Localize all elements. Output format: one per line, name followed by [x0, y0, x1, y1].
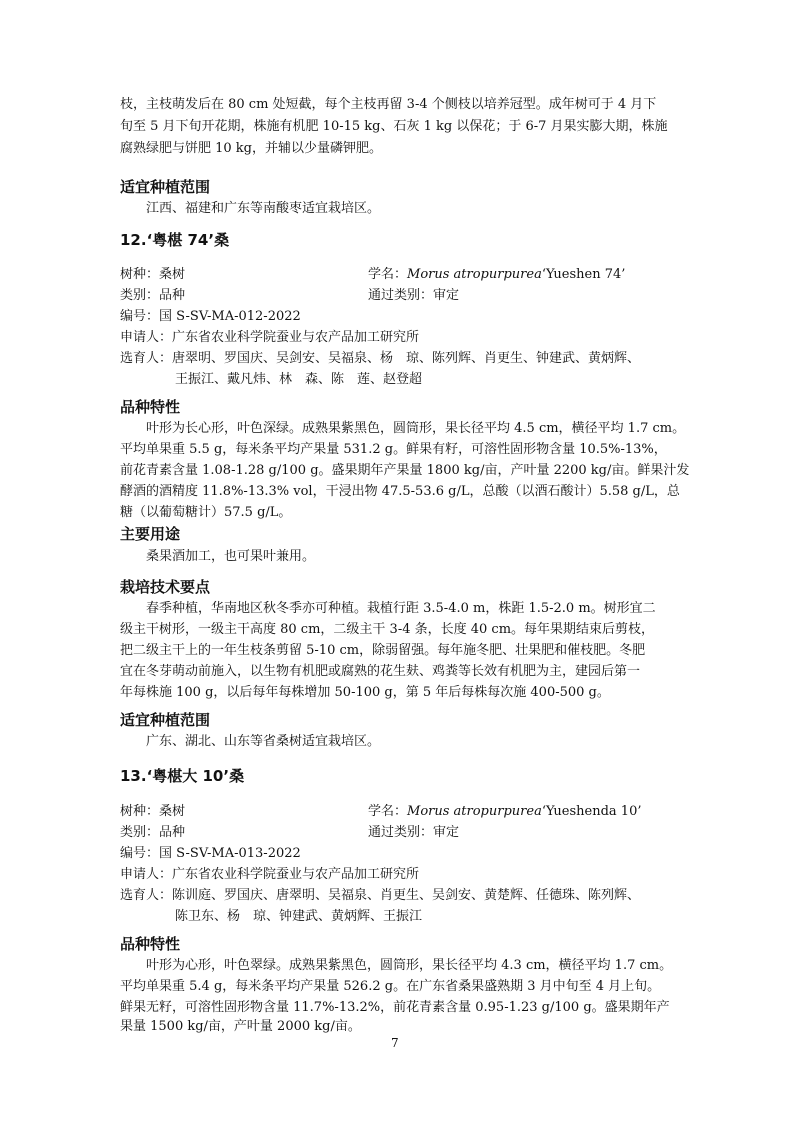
v12-species: 树种：桑树	[120, 267, 186, 282]
variety-13-title: 13.‘粤椹大 10’桑	[120, 767, 245, 785]
v13-breeders-line-1: 选育人：陈训庭、罗国庆、唐翠明、吴福泉、肖更生、吴剑安、黄楚辉、任德珠、陈列辉、	[120, 888, 641, 903]
v12-tech-line-3: 把二级主干上的一年生枝条剪留 5-10 cm，除弱留强。每年施冬肥、壮果肥和催枝肥。冬肥	[120, 643, 646, 658]
v13-sci-prefix: 学名：	[368, 804, 408, 819]
v13-traits-line-3: 鲜果无籽，可溶性固形物含量 11.7%-13.2%，前花青素含量 0.95-1.23 g/100 g。盛果期年产	[120, 1000, 670, 1015]
v12-traits-line-2: 平均单果重 5.5 g，每米条平均产果量 531.2 g。鲜果有籽，可溶性固形物含量 10.5%-13%，	[120, 442, 667, 457]
v12-sci-prefix: 学名：	[368, 267, 408, 282]
v12-traits-line-4: 酵酒的酒精度 11.8%-13.3% vol，干浸出物 47.5-53.6 g/L，总酸（以酒石酸计）5.58 g/L，总	[120, 484, 680, 499]
v12-range-text: 广东、湖北、山东等省桑树适宜栽培区。	[146, 734, 381, 749]
v12-traits-line-1: 叶形为长心形，叶色深绿。成熟果紫黑色，圆筒形，果长径平均 4.5 cm，横径平均 1.7 cm。	[146, 421, 686, 436]
v12-traits-line-5: 糖（以葡萄糖计）57.5 g/L。	[120, 505, 292, 520]
v13-sci-cultivar: ‘Yueshenda 10’	[541, 804, 642, 819]
v13-approval: 通过类别：审定	[368, 825, 460, 840]
v12-breeders-line-2: 王振江、戴凡炜、林 森、陈 莲、赵登超	[175, 372, 423, 387]
v12-tech-line-4: 宜在冬芽萌动前施入，以生物有机肥或腐熟的花生麸、鸡粪等长效有机肥为主，建园后第一	[120, 664, 641, 679]
v13-traits-line-1: 叶形为心形，叶色翠绿。成熟果紫黑色，圆筒形，果长径平均 4.3 cm，横径平均 1.7 cm。	[146, 958, 673, 973]
v12-code: 编号：国 S-SV-MA-012-2022	[120, 309, 301, 324]
intro-line-1: 枝，主枝萌发后在 80 cm 处短截，每个主枝再留 3-4 个侧枝以培养冠型。成年树可于 4 月下	[120, 97, 657, 112]
v12-use-text: 桑果酒加工，也可果叶兼用。	[146, 549, 316, 564]
range-prev-text: 江西、福建和广东等南酸枣适宜栽培区。	[146, 201, 381, 216]
v13-scientific-name	[368, 801, 641, 822]
v13-traits-line-2: 平均单果重 5.4 g，每米条平均产果量 526.2 g。在广东省桑果盛熟期 3 月中旬至 4 月上旬。	[120, 979, 661, 994]
intro-line-3: 腐熟绿肥与饼肥 10 kg，并辅以少量磷钾肥。	[120, 141, 383, 156]
v12-applicant: 申请人：广东省农业科学院蚕业与农产品加工研究所	[120, 330, 420, 345]
v12-tech-line-2: 级主干树形，一级主干高度 80 cm，二级主干 3-4 条，长度 40 cm。每年果期结束后剪枝，	[120, 622, 655, 637]
v13-breeders-line-2: 陈卫东、杨 琼、钟建武、黄炳辉、王振江	[175, 909, 423, 924]
v12-tech-line-1: 春季种植，华南地区秋冬季亦可种植。栽植行距 3.5-4.0 m，株距 1.5-2.0 m。树形宜二	[146, 601, 656, 616]
v12-approval: 通过类别：审定	[368, 288, 460, 303]
v12-category: 类别：品种	[120, 288, 186, 303]
v12-range-heading: 适宜种植范围	[120, 711, 211, 729]
v12-use-heading: 主要用途	[120, 525, 181, 543]
v12-sci-cultivar: ‘Yueshen 74’	[541, 267, 626, 282]
v12-traits-line-3: 前花青素含量 1.08-1.28 g/100 g。盛果期年产果量 1800 kg/亩，产叶量 2200 kg/亩。鲜果汁发	[120, 463, 690, 478]
v12-breeders-line-1: 选育人：唐翠明、罗国庆、吴剑安、吴福泉、杨 琼、陈列辉、肖更生、钟建武、黄炳辉、	[120, 351, 641, 366]
intro-line-2: 旬至 5 月下旬开花期，株施有机肥 10-15 kg、石灰 1 kg 以保花；于 6-7 月果实膨大期，株施	[120, 119, 668, 134]
v13-category: 类别：品种	[120, 825, 186, 840]
v13-traits-heading: 品种特性	[120, 935, 181, 953]
section-heading-range-prev: 适宜种植范围	[120, 178, 211, 196]
v12-tech-heading: 栽培技术要点	[120, 578, 211, 596]
v12-scientific-name	[368, 264, 625, 285]
v12-sci-genus-species: Morus atropurpurea	[407, 267, 542, 282]
v13-species: 树种：桑树	[120, 804, 186, 819]
v12-tech-line-5: 年每株施 100 g，以后每年每株增加 50-100 g，第 5 年后每株每次施 400-500 g。	[120, 685, 610, 700]
v13-applicant: 申请人：广东省农业科学院蚕业与农产品加工研究所	[120, 867, 420, 882]
page-number: 7	[391, 1036, 399, 1050]
v12-traits-heading: 品种特性	[120, 398, 181, 416]
variety-12-title: 12.‘粤椹 74’桑	[120, 231, 230, 249]
v13-code: 编号：国 S-SV-MA-013-2022	[120, 846, 301, 861]
v13-sci-genus-species: Morus atropurpurea	[407, 804, 542, 819]
v13-traits-line-4: 果量 1500 kg/亩，产叶量 2000 kg/亩。	[120, 1019, 361, 1034]
